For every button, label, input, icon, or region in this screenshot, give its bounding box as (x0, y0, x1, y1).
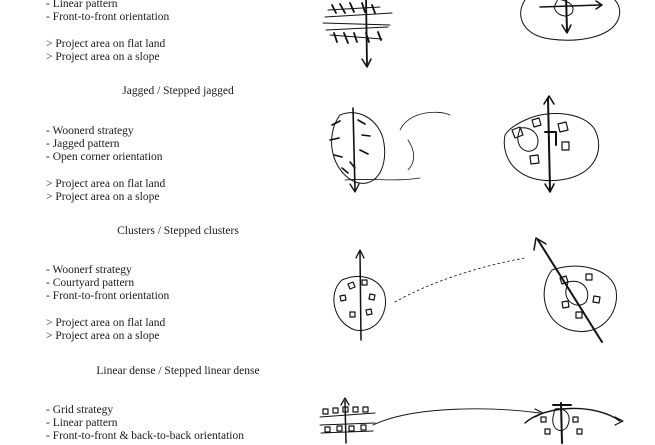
section-2-orientation: - Open corner orientation (46, 151, 163, 163)
sketch-2-jagged (320, 90, 640, 200)
section-4-orientation: - Front-to-front & back-to-back orientation (46, 430, 244, 442)
section-3-heading: Clusters / Stepped clusters (117, 225, 239, 237)
section-2-strategy: - Woonerd strategy (46, 125, 134, 137)
sketch-3-clusters (320, 230, 640, 350)
section-1-orientation: - Front-to-front orientation (46, 11, 170, 23)
section-2-pattern: - Jagged pattern (46, 138, 120, 150)
section-4-heading: Linear dense / Stepped linear dense (96, 365, 260, 377)
section-2-slope: > Project area on a slope (46, 191, 160, 203)
section-3-slope: > Project area on a slope (46, 330, 160, 342)
section-1-pattern: - Linear pattern (46, 0, 118, 10)
sketch-1-slope (510, 0, 630, 47)
section-2-heading: Jagged / Stepped jagged (122, 85, 234, 97)
section-1-flat-land: > Project area on flat land (46, 38, 166, 50)
section-3-strategy: - Woonerf strategy (46, 264, 132, 276)
sketch-4-linear-dense (315, 395, 635, 445)
section-4-pattern: - Linear pattern (46, 417, 118, 429)
section-1-slope: > Project area on a slope (46, 51, 160, 63)
section-2-flat-land: > Project area on flat land (46, 178, 166, 190)
section-3-orientation: - Front-to-front orientation (46, 290, 170, 302)
section-3-pattern: - Courtyard pattern (46, 277, 135, 289)
sketch-1-flat-land (320, 0, 400, 70)
section-4-strategy: - Grid strategy (46, 404, 114, 416)
section-3-flat-land: > Project area on flat land (46, 317, 166, 329)
